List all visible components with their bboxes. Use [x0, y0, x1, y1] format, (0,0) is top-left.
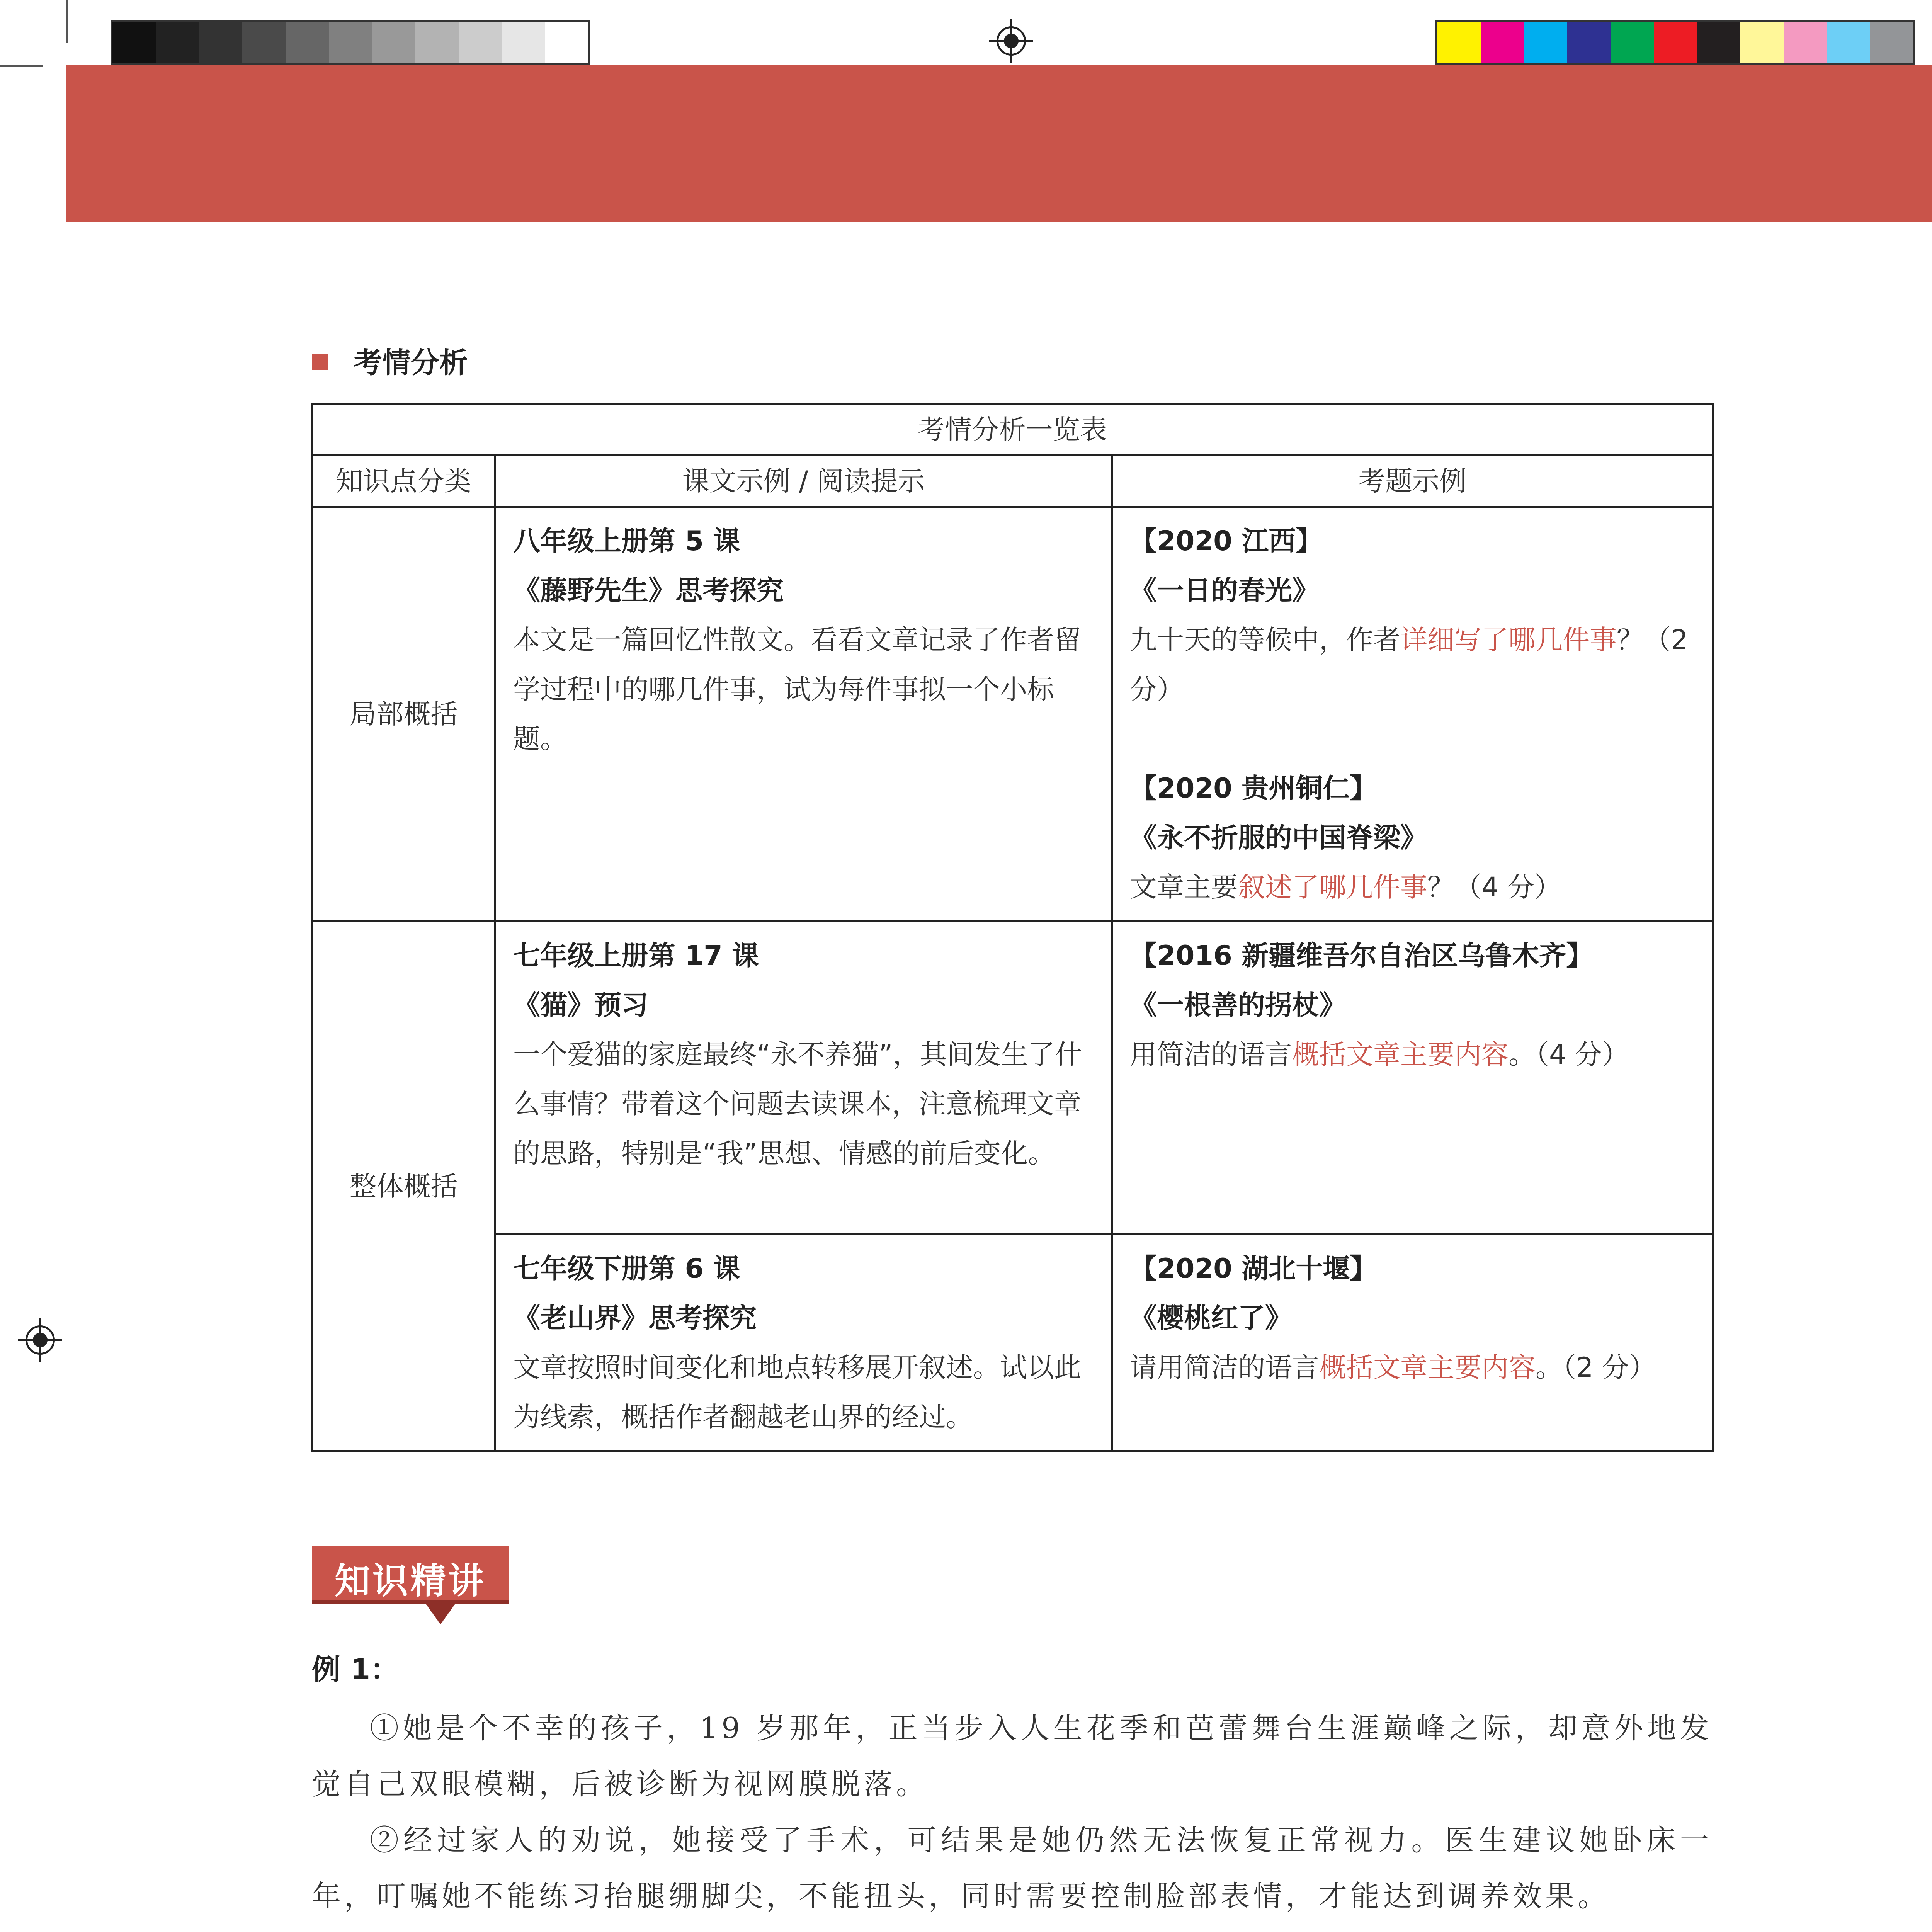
example-label: 例 1： [312, 1653, 399, 1686]
table-row [312, 1235, 1713, 1451]
exam-source: 【2016 新疆维吾尔自治区乌鲁木齐】 [1130, 940, 1594, 971]
lesson-subtitle: 《藤野先生》思考探究 [513, 575, 784, 606]
lesson-cell [495, 1235, 1112, 1451]
exam-title: 《一日的春光》 [1130, 575, 1319, 606]
registration-mark-icon [997, 26, 1026, 56]
tag-pointer-icon [425, 1603, 456, 1624]
lesson-text: 本文是一篇回忆性散文。看看文章记录了作者留学过程中的哪几件事，试为每件事拟一个小标题。 [513, 624, 1081, 755]
highlight-text: 概括文章主要内容 [1319, 1352, 1536, 1383]
lesson-title: 七年级下册第 6 课 [513, 1253, 740, 1284]
lesson-title: 八年级上册第 5 课 [513, 525, 740, 557]
exam-title: 《一根善的拐杖》 [1130, 989, 1346, 1021]
exam-source: 【2020 江西】 [1130, 525, 1323, 557]
highlight-text: 概括文章主要内容 [1292, 1039, 1509, 1070]
exam-cell [1112, 922, 1713, 1235]
grayscale-color-bar [111, 20, 590, 65]
table-row [312, 507, 1713, 922]
column-header: 课文示例 / 阅读提示 [495, 456, 1112, 507]
exam-cell [1112, 507, 1713, 922]
paragraph: ①她是个不幸的孩子，19 岁那年，正当步入人生花季和芭蕾舞台生涯巅峰之际，却意外地发觉自己双眼模糊，后被诊断为视网膜脱落。 [312, 1711, 1713, 1801]
lesson-cell [495, 507, 1112, 922]
exam-question: 文章主要叙述了哪几件事？（4 分） [1130, 871, 1561, 903]
category-cell: 局部概括 [312, 507, 495, 922]
category-cell: 整体概括 [312, 922, 495, 1451]
lesson-subtitle: 《猫》预习 [513, 989, 648, 1021]
knowledge-tag-label: 知识精讲 [334, 1560, 486, 1602]
highlight-text: 详细写了哪几件事 [1400, 624, 1617, 656]
exam-title: 《永不折服的中国脊梁》 [1130, 822, 1427, 854]
highlight-text: 叙述了哪几件事 [1238, 871, 1427, 903]
analysis-table [311, 403, 1714, 1452]
section-title: 考情分析 [354, 346, 468, 379]
square-bullet-icon [312, 354, 328, 370]
lesson-subtitle: 《老山界》思考探究 [513, 1302, 757, 1334]
knowledge-tag [312, 1546, 509, 1604]
crop-mark [66, 0, 68, 43]
exam-source: 【2020 湖北十堰】 [1130, 1253, 1377, 1284]
cmyk-color-bar [1435, 20, 1915, 65]
paragraph: ②经过家人的劝说，她接受了手术，可结果是她仍然无法恢复正常视力。医生建议她卧床一年，叮嘱她不能练习抬腿绷脚尖，不能扭头，同时需要控制脸部表情，才能达到调养效果。 [312, 1823, 1713, 1913]
exam-source: 【2020 贵州铜仁】 [1130, 772, 1377, 804]
lesson-title: 七年级上册第 17 课 [513, 940, 759, 971]
lesson-cell [495, 922, 1112, 1235]
paragraph [312, 1924, 1713, 1932]
exam-question: 九十天的等候中，作者详细写了哪几件事？（2 分） [1130, 624, 1688, 705]
header-band [66, 65, 1932, 222]
column-header: 考题示例 [1112, 456, 1713, 507]
table-caption: 考情分析一览表 [312, 404, 1713, 456]
registration-mark-icon [26, 1325, 55, 1355]
exam-title: 《樱桃红了》 [1130, 1302, 1292, 1334]
table-header-row [312, 456, 1713, 507]
exam-question: 请用简洁的语言概括文章主要内容。（2 分） [1130, 1352, 1656, 1383]
lesson-text: 一个爱猫的家庭最终“永不养猫”，其间发生了什么事情？带着这个问题去读课本，注意梳理文章的思路，特别是“我”思想、情感的前后变化。 [513, 1039, 1082, 1169]
lesson-text: 文章按照时间变化和地点转移展开叙述。试以此为线索，概括作者翻越老山界的经过。 [513, 1352, 1081, 1433]
exam-cell [1112, 1235, 1713, 1451]
exam-question: 用简洁的语言概括文章主要内容。（4 分） [1130, 1039, 1629, 1070]
table-row [312, 922, 1713, 1235]
column-header: 知识点分类 [312, 456, 495, 507]
crop-mark [0, 65, 43, 67]
table-caption-row [312, 404, 1713, 456]
